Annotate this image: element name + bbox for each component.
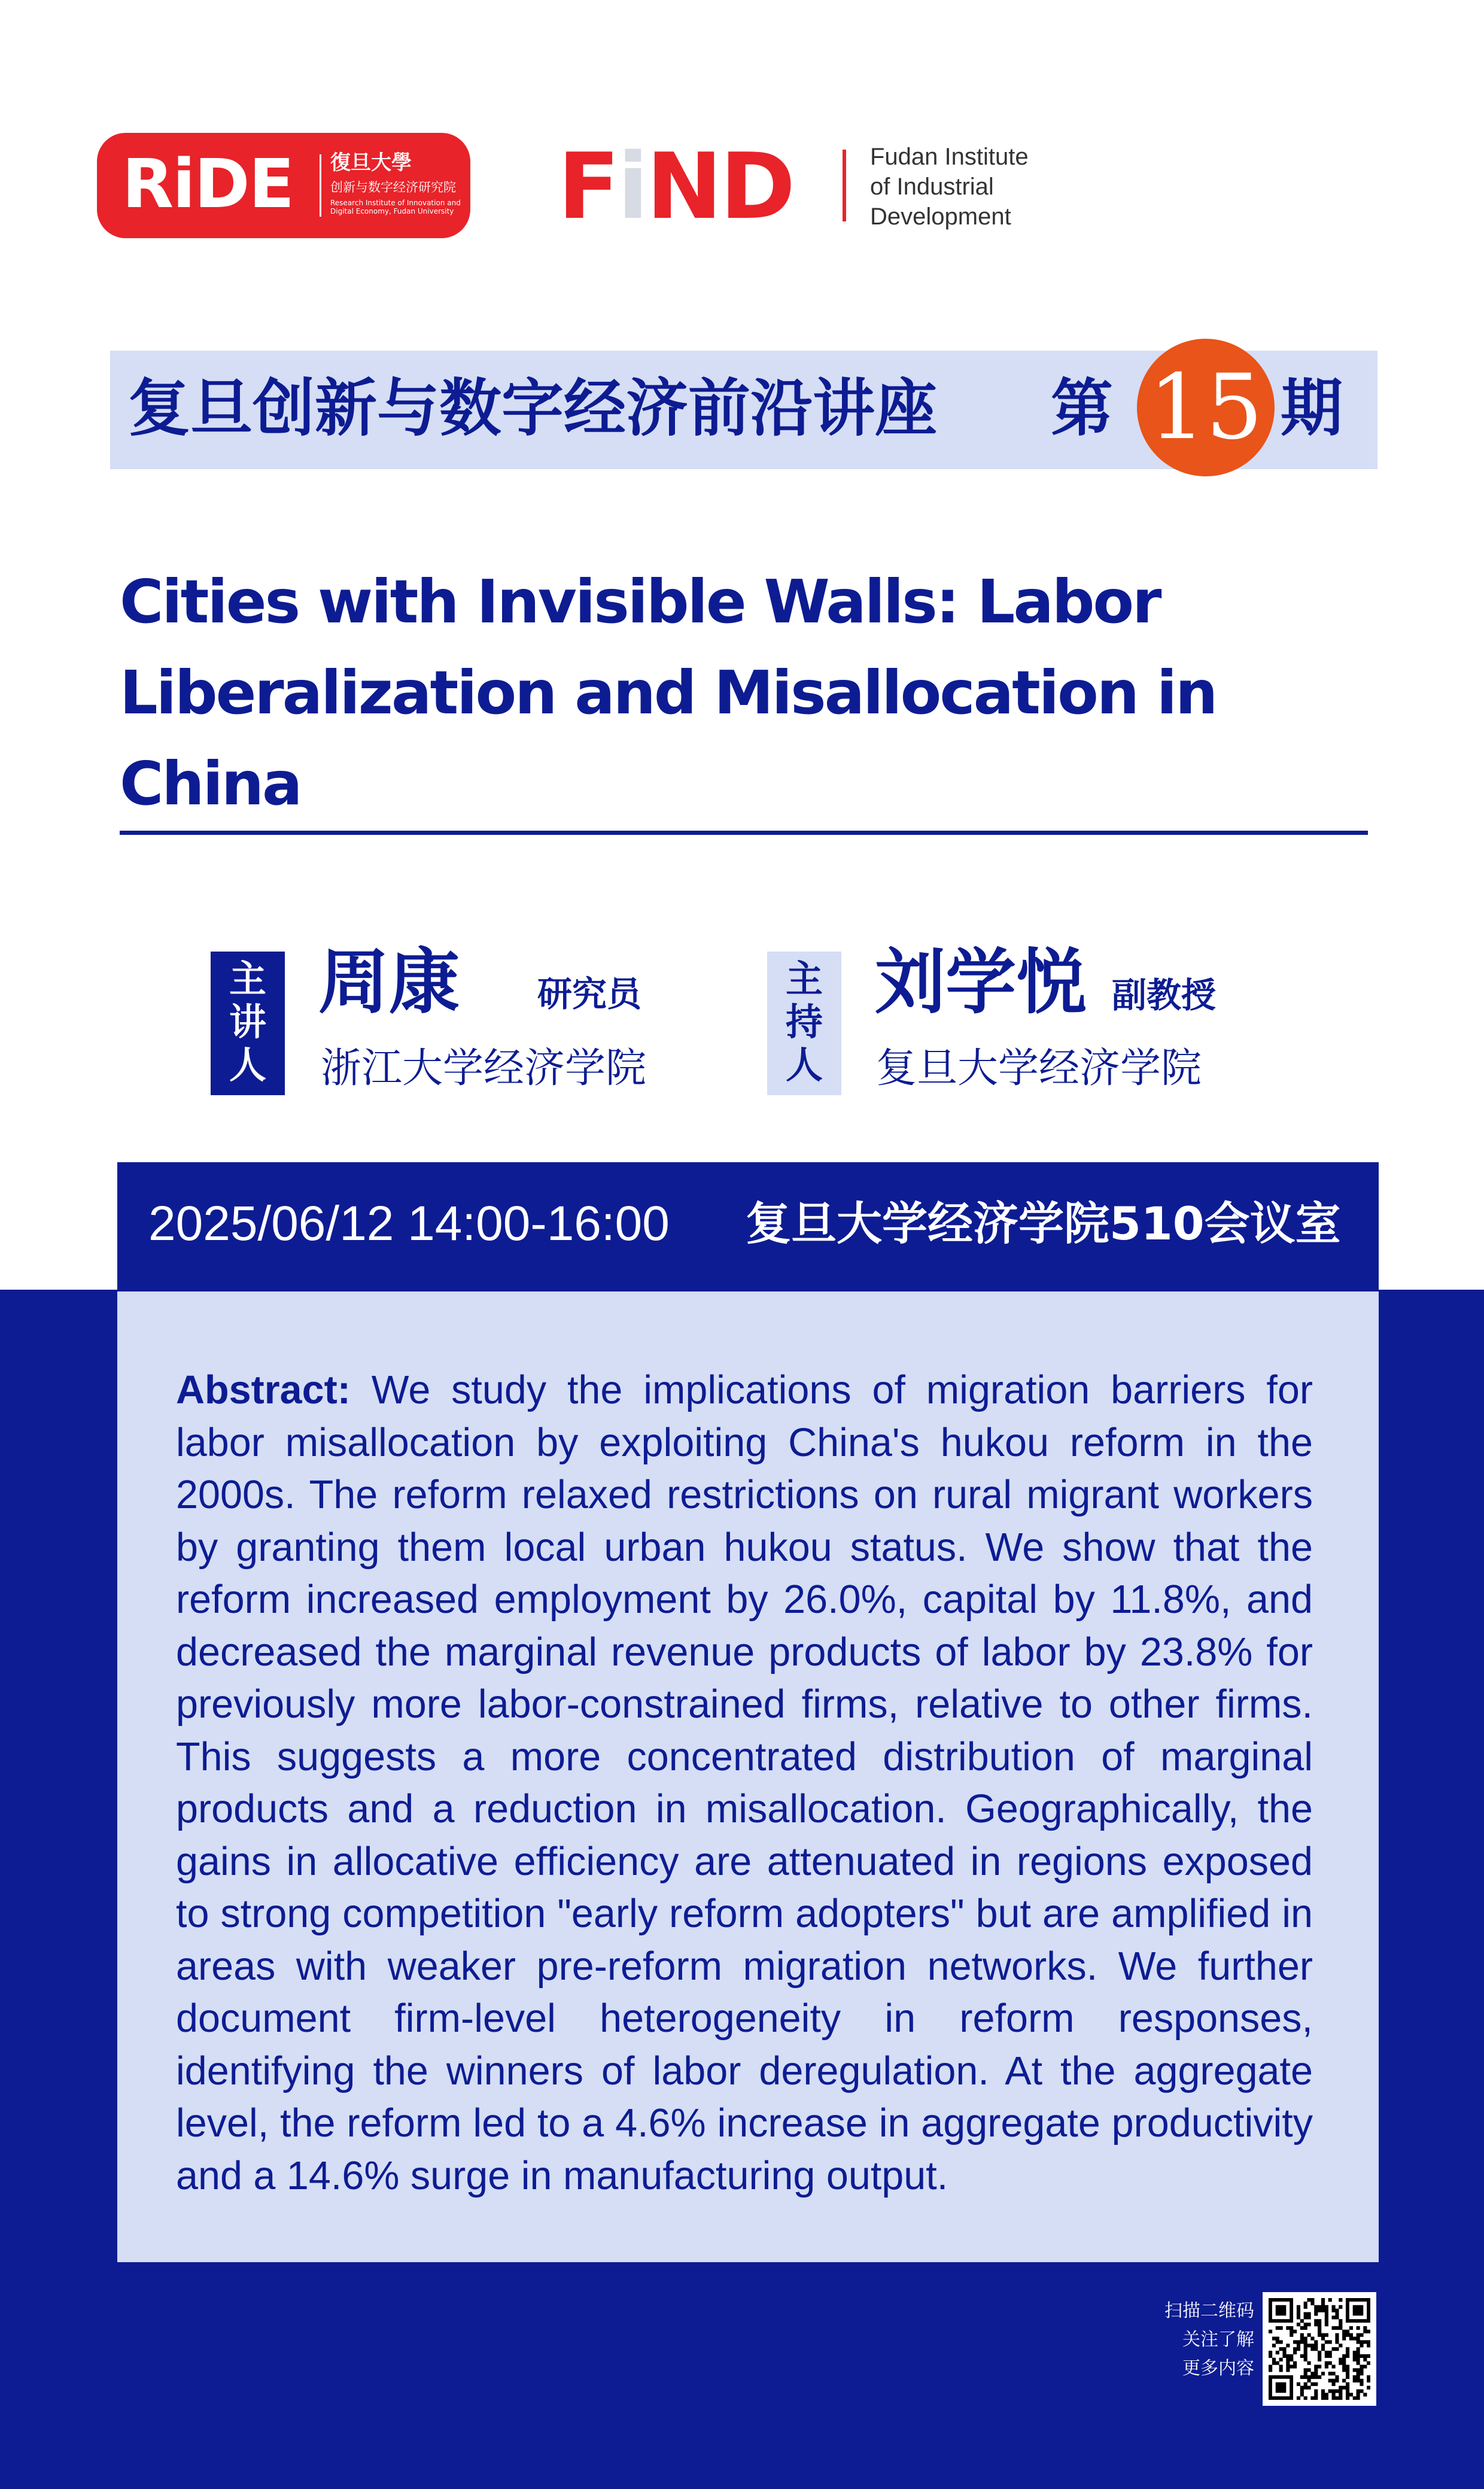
abstract [176,1364,1313,2202]
speaker-affiliation: 浙江大学经济学院 [321,1045,647,1092]
find-logo-letters-nd: ND [646,133,793,239]
find-logo-word [558,133,793,241]
qr-caption-line: 更多内容 [1182,2358,1254,2379]
series-title: 复旦创新与数字经济前沿讲座 [128,371,938,445]
ride-logo-calligraphy: 復旦大學 [330,151,412,175]
qr-code-icon[interactable] [1263,2292,1376,2406]
find-logo-line: of Industrial [870,174,994,200]
qr-caption-line: 扫描二维码 [1164,2300,1254,2321]
ride-logo-cn-name: 创新与数字经济研究院 [330,180,456,194]
issue-number: 15 [1148,355,1263,460]
title-divider [120,831,1368,835]
event-datetime: 2025/06/12 14:00-16:00 [148,1196,670,1251]
abstract-body: We study the implications of migration barriers for labor misallocation by exploiting China's hukou reform in the 2000s. The reform relaxed restrictions on rural migrant workers by granting them local urban hukou status. We show that the reform increased employment by 26.0%, capital by 11.8%, and decreased the marginal revenue products of labor by 23.8% for previously more labor-constrained firms, relative to other firms. This suggests a more concentrated distribution of marginal products and a reduction in misallocation. Geographically, the gains in allocative efficiency are attenuated in regions exposed to strong competition "early reform adopters" but are amplified in areas with weaker pre-reform migration networks. We further document firm-level heterogeneity in reform responses, identifying the winners of labor deregulation. At the aggregate level, the reform led to a 4.6% increase in aggregate productivity and a 14.6% surge in manufacturing output. [176,1368,1313,2198]
role-char: 主 [229,957,266,1001]
ride-logo [97,133,470,238]
find-logo-line: Fudan Institute [870,144,1029,170]
speaker-role-tag [211,952,285,1095]
ride-logo-divider [320,154,321,217]
host-name: 刘学悦 [875,941,1087,1023]
role-char: 持 [785,1000,823,1044]
abstract-label: Abstract: [176,1368,351,1412]
qr-caption-line: 关注了解 [1182,2329,1254,2350]
qr-caption [1125,2297,1254,2383]
speaker-name: 周康 [318,941,460,1023]
speaker-title: 研究员 [537,974,642,1014]
host-role-tag [767,952,841,1095]
find-logo-line: Development [870,203,1011,230]
ride-logo-en-name: Research Institute of Innovation and Digital Economy, Fudan University [330,199,461,215]
role-char: 讲 [229,1000,266,1044]
host-title: 副教授 [1112,975,1217,1016]
role-char: 人 [785,1043,823,1087]
ride-logo-word: RiDE [122,145,294,223]
talk-title: Cities with Invisible Walls: Labor Liberalization and Misallocation in China [120,567,1217,819]
role-char: 主 [785,957,823,1001]
find-logo-text [870,142,1085,232]
host-affiliation: 复旦大学经济学院 [876,1045,1202,1092]
event-venue: 复旦大学经济学院510会议室 [746,1197,1341,1250]
find-logo-divider [843,150,846,221]
role-char: 人 [229,1043,266,1087]
series-issue-prefix: 第 [1051,371,1114,445]
find-logo-letter-f: F [558,133,618,239]
find-logo-letter-i: i [617,133,646,239]
series-issue-suffix: 期 [1281,371,1343,445]
qr-code-graphic [1269,2298,1370,2400]
